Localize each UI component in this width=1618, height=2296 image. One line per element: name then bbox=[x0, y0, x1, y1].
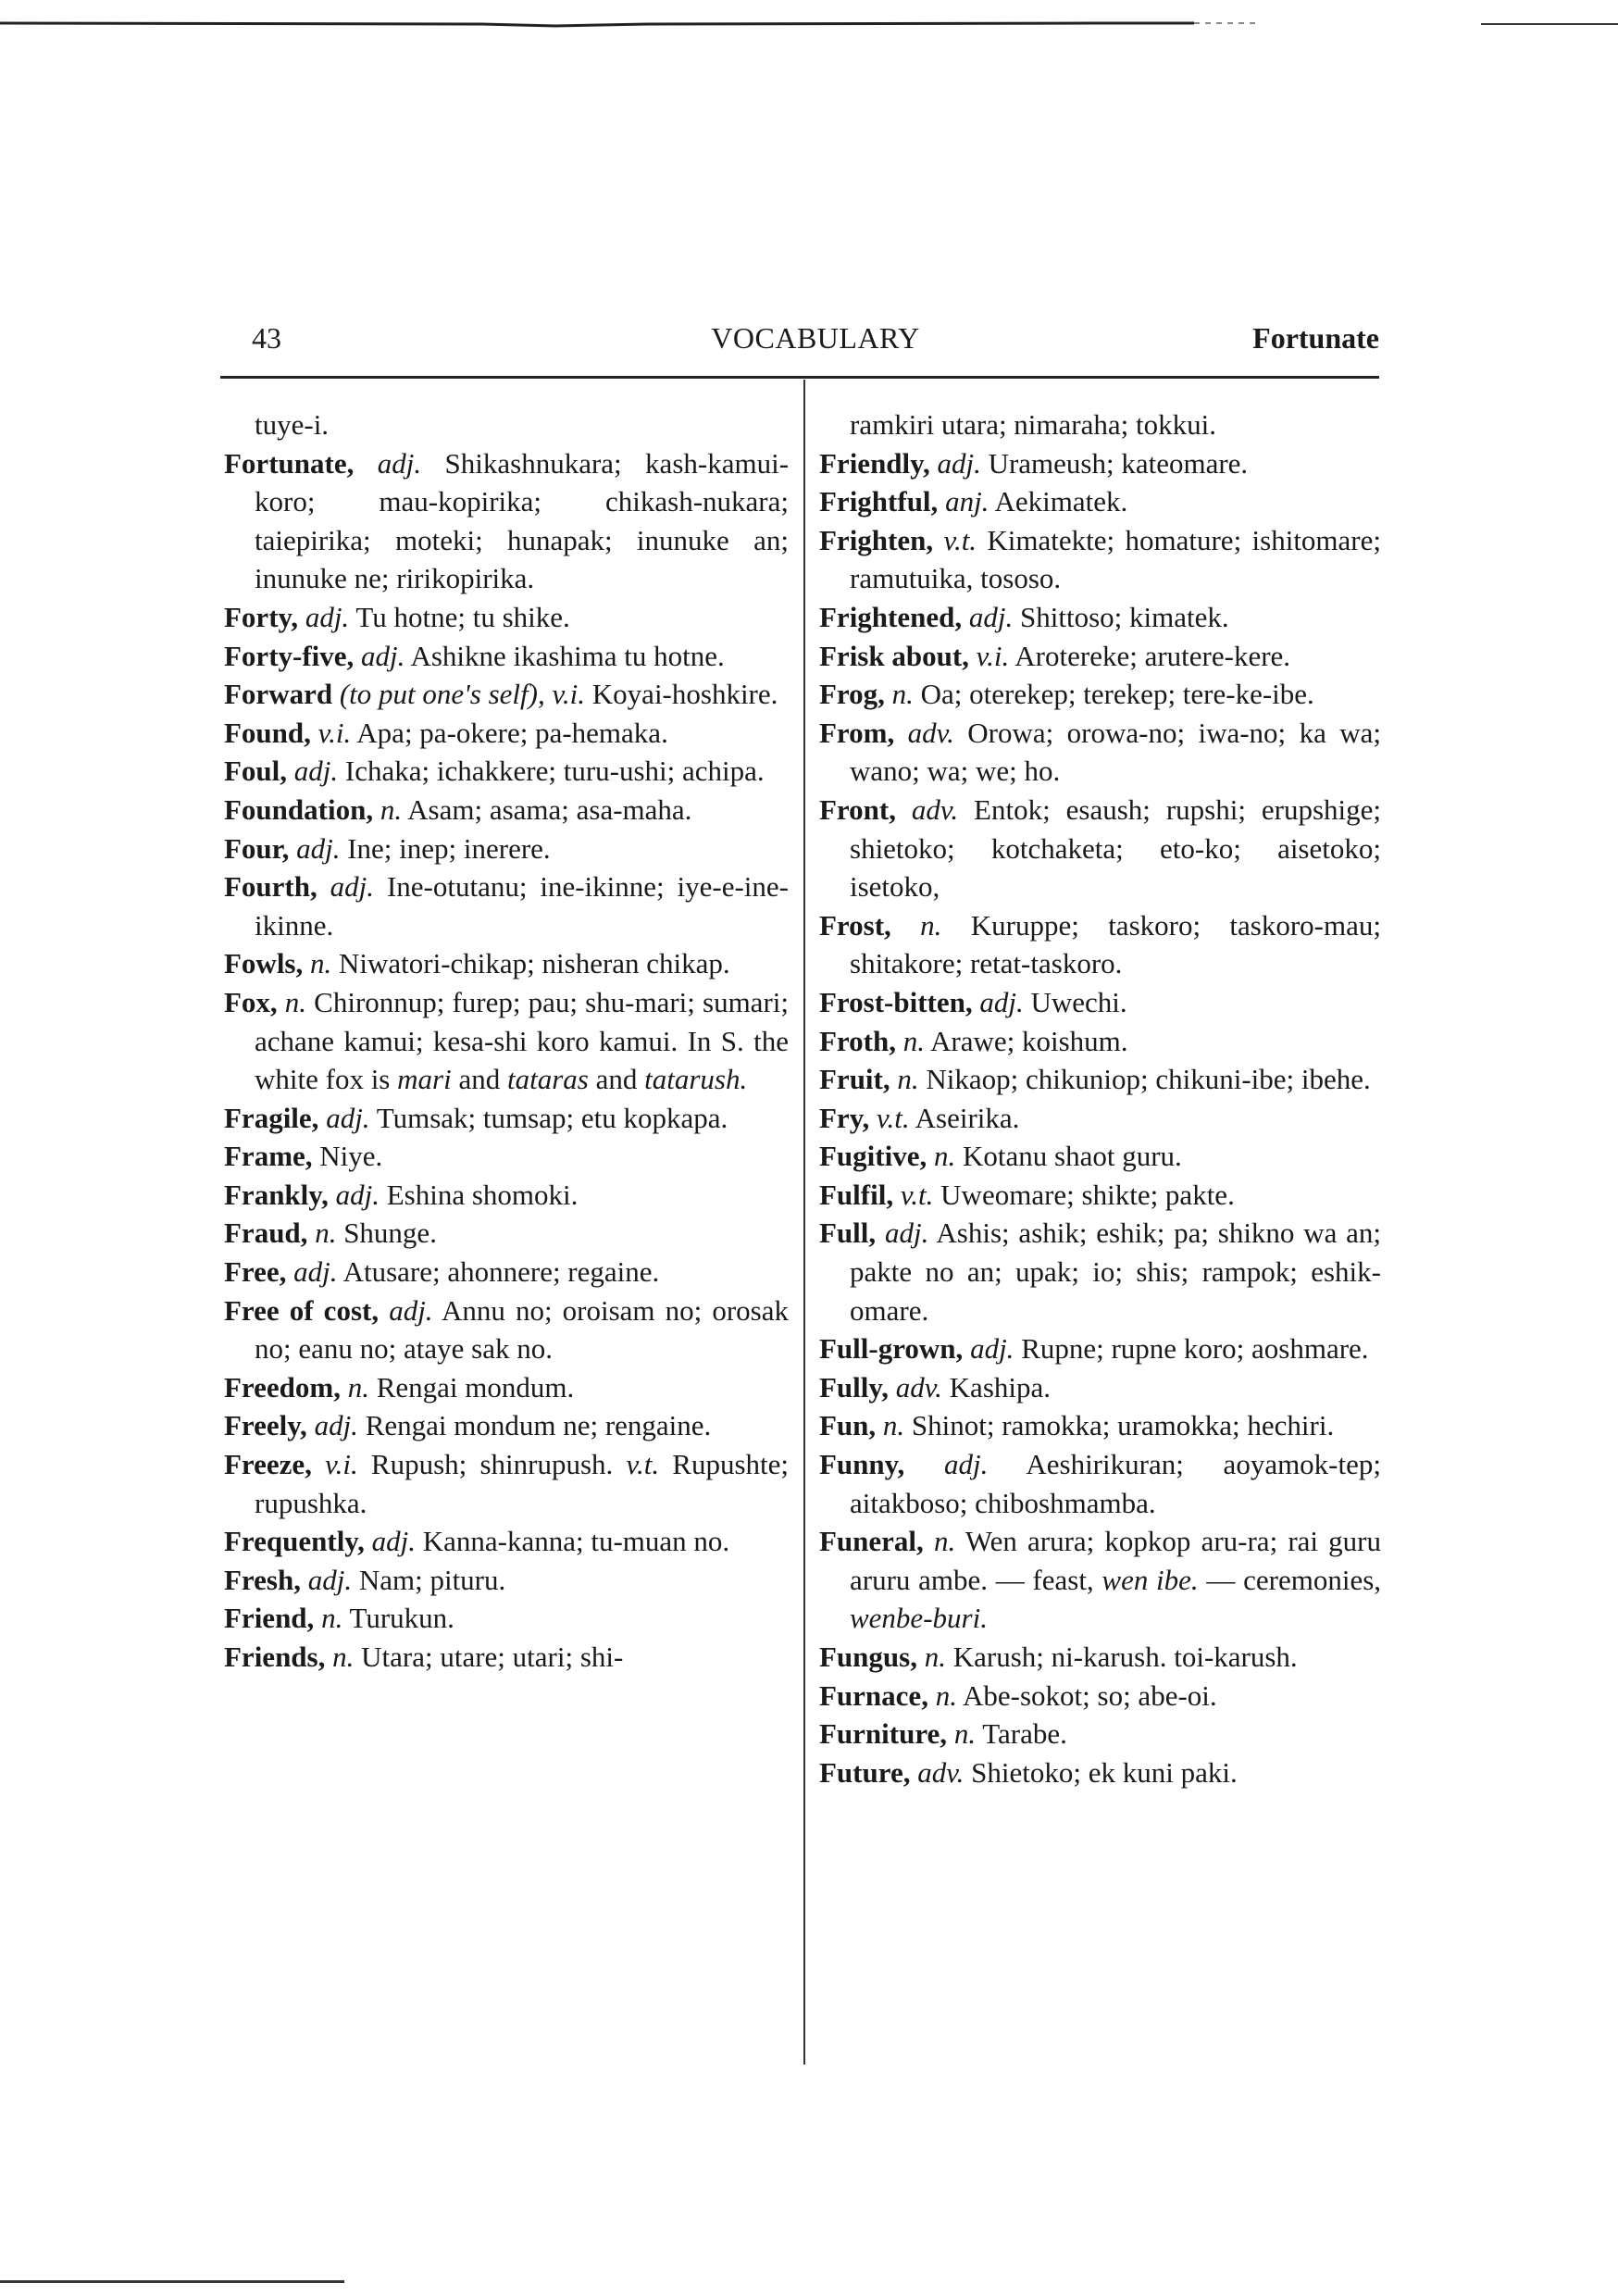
headword: Fulfil, bbox=[819, 1178, 894, 1211]
part-of-speech: adj. bbox=[943, 1448, 989, 1481]
headword: Fruit, bbox=[819, 1063, 890, 1096]
vocab-entry bbox=[224, 1214, 789, 1253]
vocab-entry bbox=[224, 1137, 789, 1176]
definition: Apa; pa-okere; pa-hemaka. bbox=[356, 716, 668, 749]
part-of-speech: v.i. bbox=[325, 1448, 358, 1481]
part-of-speech: adj. bbox=[970, 1332, 1014, 1366]
part-of-speech: v.i. bbox=[552, 678, 586, 711]
part-of-speech: n. bbox=[347, 1370, 369, 1404]
part-of-speech: n. bbox=[284, 985, 307, 1018]
headword: Frankly, bbox=[224, 1178, 329, 1211]
definition: Rupush; shinrupush. bbox=[370, 1448, 614, 1481]
headword: Fry, bbox=[819, 1101, 870, 1134]
part-of-speech: v.i. bbox=[317, 716, 352, 749]
vocab-entry bbox=[819, 637, 1381, 676]
headword: Found, bbox=[224, 716, 311, 749]
definition: Chironnup; furep; pau; shu-mari; sumari; achane kamui; kesa-shi koro kamui. In S. the white fox is bbox=[255, 985, 789, 1096]
vocab-entry bbox=[819, 1022, 1381, 1061]
part-of-speech: n. bbox=[315, 1217, 337, 1250]
column-divider bbox=[803, 380, 805, 2065]
vocab-entry bbox=[224, 1176, 789, 1215]
headword: Freedom, bbox=[224, 1370, 341, 1404]
definition: Nam; pituru. bbox=[358, 1563, 506, 1596]
definition: Turukun. bbox=[349, 1602, 454, 1635]
vocab-entry bbox=[819, 1522, 1381, 1638]
definition: Koyai-hoshkire. bbox=[591, 678, 778, 711]
definition: Oa; oterekep; terekep; tere-ke-ibe. bbox=[920, 678, 1314, 711]
part-of-speech: v.t. bbox=[877, 1101, 910, 1134]
vocab-entry bbox=[819, 791, 1381, 906]
definition: Nikaop; chikuniop; chikuni-ibe; ibehe. bbox=[926, 1063, 1371, 1096]
part-of-speech: n. bbox=[920, 908, 942, 942]
headword: Free of cost, bbox=[224, 1293, 380, 1327]
headword: Furniture, bbox=[819, 1717, 948, 1751]
headword: Freeze, bbox=[224, 1448, 312, 1481]
definition: Karush; ni-karush. toi-karush. bbox=[952, 1641, 1298, 1673]
headword: Fresh, bbox=[224, 1563, 301, 1596]
vocab-entry bbox=[224, 983, 789, 1099]
vocab-entry bbox=[224, 675, 789, 714]
vocab-entry bbox=[224, 791, 789, 830]
definition: Ichaka; ichakkere; turu-ushi; achipa. bbox=[344, 755, 765, 788]
part-of-speech: n. bbox=[310, 947, 332, 980]
part-of-speech: adj. bbox=[968, 600, 1014, 633]
part-of-speech: adv. bbox=[895, 1370, 942, 1404]
vocab-entry bbox=[224, 1561, 789, 1600]
part-of-speech: adj. bbox=[326, 1101, 370, 1134]
definition: Tumsak; tumsap; etu kopkapa. bbox=[376, 1101, 728, 1134]
part-of-speech: n. bbox=[897, 1063, 919, 1096]
definition: Shunge. bbox=[343, 1217, 437, 1250]
italic-term: wen ibe. bbox=[1101, 1563, 1199, 1596]
vocab-entry bbox=[224, 714, 789, 753]
vocab-entry bbox=[819, 444, 1381, 483]
headword: Full-grown, bbox=[819, 1332, 964, 1366]
part-of-speech: v.t. bbox=[626, 1448, 660, 1481]
definition: Rupne; rupne koro; aoshmare. bbox=[1021, 1332, 1369, 1366]
headword: Foul, bbox=[224, 755, 288, 788]
vocab-entry bbox=[819, 1329, 1381, 1368]
vocab-entry bbox=[224, 867, 789, 944]
headword: Friend, bbox=[224, 1602, 315, 1635]
headword: Funny, bbox=[819, 1448, 905, 1481]
definition: Aseirika. bbox=[915, 1101, 1020, 1134]
italic-term: tatarush. bbox=[644, 1063, 748, 1096]
part-of-speech: n. bbox=[933, 1525, 956, 1558]
vocab-entry bbox=[819, 521, 1381, 598]
part-of-speech: adj. bbox=[330, 870, 375, 904]
vocab-entry bbox=[819, 1368, 1381, 1407]
headword: Fun, bbox=[819, 1409, 877, 1442]
definition: Niwatori-chikap; nisheran chikap. bbox=[339, 947, 730, 980]
vocab-entry bbox=[819, 1137, 1381, 1176]
vocab-entry bbox=[224, 1445, 789, 1522]
definition: Aekimatek. bbox=[994, 485, 1128, 518]
headword: Fox, bbox=[224, 985, 278, 1018]
part-of-speech: n. bbox=[924, 1641, 946, 1673]
part-of-speech: adj. bbox=[937, 446, 981, 480]
vocab-entry bbox=[224, 944, 789, 983]
headword: Freely, bbox=[224, 1409, 307, 1442]
page-number: 43 bbox=[252, 321, 281, 355]
part-of-speech: adj. bbox=[314, 1409, 358, 1442]
part-of-speech: adv. bbox=[907, 716, 954, 749]
headword: Four, bbox=[224, 831, 290, 865]
vocab-entry bbox=[819, 675, 1381, 714]
definition: Kanna-kanna; tu-muan no. bbox=[422, 1525, 730, 1558]
vocab-entry bbox=[819, 598, 1381, 637]
part-of-speech: n. bbox=[380, 792, 403, 826]
left-column bbox=[224, 406, 789, 1677]
definition: Atusare; ahonnere; regaine. bbox=[342, 1255, 660, 1289]
headword: Frog, bbox=[819, 678, 885, 711]
vocab-entry bbox=[224, 830, 789, 868]
vocab-entry bbox=[819, 1406, 1381, 1445]
italic-term: wenbe-buri. bbox=[850, 1602, 988, 1635]
scan-edge-line-bottom bbox=[0, 2280, 344, 2283]
definition: Rengai mondum. bbox=[376, 1370, 575, 1404]
vocab-entry bbox=[819, 983, 1381, 1022]
vocab-entry bbox=[224, 444, 789, 598]
vocab-entry bbox=[819, 1214, 1381, 1329]
part-of-speech: adj. bbox=[335, 1178, 380, 1211]
header-rule bbox=[220, 376, 1379, 379]
definition: Kashipa. bbox=[949, 1370, 1052, 1404]
vocab-entry bbox=[819, 714, 1381, 791]
part-of-speech: v.t. bbox=[943, 523, 977, 556]
definition: Shittoso; kimatek. bbox=[1020, 600, 1229, 633]
vocab-entry bbox=[819, 482, 1381, 521]
part-of-speech: n. bbox=[902, 1024, 925, 1057]
italic-term: mari bbox=[397, 1063, 452, 1096]
vocab-entry bbox=[224, 1099, 789, 1138]
vocab-entry bbox=[819, 1677, 1381, 1716]
part-of-speech: adj. bbox=[296, 831, 341, 865]
vocab-entry bbox=[224, 1406, 789, 1445]
headword: Forward bbox=[224, 678, 333, 711]
headword: Friends, bbox=[224, 1641, 326, 1673]
headword: Full, bbox=[819, 1217, 877, 1250]
vocab-entry bbox=[224, 598, 789, 637]
headword: Frightened, bbox=[819, 600, 963, 633]
part-of-speech: n. bbox=[891, 678, 914, 711]
definition: Ine-otutanu; ine-ikinne; iye-e-ine-ikinne. bbox=[255, 870, 790, 942]
headword: Frequently, bbox=[224, 1525, 365, 1558]
headword: Future, bbox=[819, 1755, 911, 1789]
vocab-entry bbox=[819, 906, 1381, 983]
headword: Fully, bbox=[819, 1370, 889, 1404]
definition: Uweomare; shikte; pakte. bbox=[940, 1178, 1235, 1211]
part-of-speech: n. bbox=[953, 1717, 977, 1751]
vocab-entry bbox=[224, 1522, 789, 1561]
part-of-speech: n. bbox=[332, 1641, 355, 1673]
part-of-speech: adj. bbox=[389, 1293, 433, 1327]
headword: Frost, bbox=[819, 908, 891, 942]
definition: Ashikne ikashima tu hotne. bbox=[410, 639, 725, 672]
part-of-speech: n. bbox=[934, 1140, 956, 1173]
definition: Uwechi. bbox=[1030, 985, 1127, 1018]
headword: Friendly, bbox=[819, 446, 930, 480]
connector: and bbox=[595, 1063, 638, 1096]
vocab-entry bbox=[819, 1715, 1381, 1753]
part-of-speech: n. bbox=[321, 1602, 343, 1635]
right-column bbox=[819, 406, 1381, 1791]
headword: Frighten, bbox=[819, 523, 934, 556]
running-title: VOCABULARY bbox=[711, 321, 920, 355]
headword: Forty-five, bbox=[224, 639, 355, 672]
headword: Fugitive, bbox=[819, 1140, 927, 1173]
part-of-speech: v.i. bbox=[976, 639, 1010, 672]
vocab-entry bbox=[819, 1753, 1381, 1792]
part-of-speech: adj. bbox=[371, 1525, 416, 1558]
headword: Fragile, bbox=[224, 1101, 319, 1134]
part-of-speech: adj. bbox=[361, 639, 405, 672]
vocab-entry bbox=[224, 637, 789, 676]
definition: Shikashnukara; kash-kamui-koro; mau-kopirika; chikash-nukara; taiepirika; moteki; hunapak; inunuke an; inunuke ne; ririkopirika. bbox=[255, 446, 790, 595]
part-of-speech: adv. bbox=[911, 792, 959, 826]
part-of-speech: adj. bbox=[293, 755, 339, 788]
vocab-entry bbox=[224, 752, 789, 791]
vocab-entry bbox=[819, 1176, 1381, 1215]
headword: Free, bbox=[224, 1255, 287, 1289]
definition: Kotanu shaot guru. bbox=[963, 1140, 1182, 1173]
headword: Fourth, bbox=[224, 870, 317, 904]
connector: and bbox=[458, 1063, 501, 1096]
definition: Niye. bbox=[319, 1140, 383, 1173]
definition: Arawe; koishum. bbox=[930, 1024, 1128, 1057]
definition: Asam; asama; asa-maha. bbox=[407, 792, 692, 826]
definition: Shietoko; ek kuni paki. bbox=[971, 1755, 1238, 1789]
definition: Arotereke; arutere-kere. bbox=[1014, 639, 1291, 672]
headword: Fungus, bbox=[819, 1641, 917, 1673]
part-of-speech: adj. bbox=[307, 1563, 353, 1596]
headword: Fowls, bbox=[224, 947, 304, 980]
part-of-speech: n. bbox=[882, 1409, 905, 1442]
part-of-speech: adj. bbox=[979, 985, 1024, 1018]
definition: Aeshirikuran; aoyamok-tep; aitakboso; chiboshmamba. bbox=[850, 1448, 1381, 1519]
part-of-speech: v.t. bbox=[900, 1178, 934, 1211]
vocab-entry bbox=[819, 1099, 1381, 1138]
connector: — ceremonies, bbox=[1206, 1563, 1382, 1596]
part-of-speech: adj. bbox=[377, 446, 422, 480]
definition: Wen arura; kopkop aru-ra; rai guru aruru ambe. — feast, bbox=[850, 1525, 1381, 1596]
scan-edge-line-top bbox=[0, 20, 1618, 28]
part-of-speech: adj. bbox=[884, 1217, 929, 1250]
part-of-speech: anj. bbox=[945, 485, 989, 518]
part-of-speech: adv. bbox=[917, 1755, 965, 1789]
vocab-entry bbox=[819, 1638, 1381, 1677]
headword: Fortunate, bbox=[224, 446, 355, 480]
headword: Forty, bbox=[224, 600, 299, 633]
vocab-entry bbox=[819, 1060, 1381, 1099]
definition: Kimatekte; homature; ishitomare; ramutuika, tososo. bbox=[850, 523, 1382, 595]
part-of-speech: n. bbox=[935, 1678, 957, 1712]
definition: Tarabe. bbox=[982, 1717, 1067, 1751]
headword: Furnace, bbox=[819, 1678, 928, 1712]
headword: Funeral, bbox=[819, 1525, 924, 1558]
part-of-speech: adj. bbox=[305, 600, 350, 633]
definition: Rengai mondum ne; rengaine. bbox=[365, 1409, 712, 1442]
definition: Utara; utare; utari; shi- bbox=[361, 1641, 624, 1673]
continuation-text: ramkiri utara; nimaraha; tokkui. bbox=[850, 408, 1216, 441]
usage-note: (to put one's self), bbox=[339, 678, 545, 711]
guide-word: Fortunate bbox=[1252, 321, 1379, 355]
headword: From, bbox=[819, 716, 895, 749]
headword: Foundation, bbox=[224, 792, 374, 826]
headword: Frightful, bbox=[819, 485, 939, 518]
definition: Ashis; ashik; eshik; pa; shikno wa an; pakte no an; upak; io; shis; rampok; eshik-omare. bbox=[850, 1217, 1382, 1327]
definition: Entok; esaush; rupshi; erupshige; shietoko; kotchaketa; eto-ko; aisetoko; isetoko, bbox=[850, 792, 1382, 904]
headword: Frisk about, bbox=[819, 639, 969, 672]
definition: Rupushte; rupushka. bbox=[255, 1448, 790, 1519]
definition: Kuruppe; taskoro; taskoro-mau; shitakore; retat-taskoro. bbox=[850, 908, 1381, 980]
definition: Urameush; kateomare. bbox=[988, 446, 1249, 480]
vocab-entry bbox=[224, 1638, 789, 1677]
definition: Tu hotne; tu shike. bbox=[355, 600, 570, 633]
definition: Shinot; ramokka; uramokka; hechiri. bbox=[911, 1409, 1335, 1442]
vocab-entry bbox=[224, 1368, 789, 1407]
headword: Frost-bitten, bbox=[819, 985, 973, 1018]
definition: Annu no; oroisam no; orosak no; eanu no; ataye sak no. bbox=[255, 1293, 790, 1366]
vocab-entry bbox=[819, 1445, 1381, 1522]
vocab-entry bbox=[224, 1599, 789, 1638]
continuation-text: tuye-i. bbox=[255, 408, 330, 441]
italic-term: tataras bbox=[506, 1063, 589, 1096]
headword: Front, bbox=[819, 792, 896, 826]
vocab-entry bbox=[224, 1253, 789, 1292]
part-of-speech: adj. bbox=[293, 1255, 338, 1289]
vocab-entry bbox=[224, 1292, 789, 1368]
running-header bbox=[252, 315, 1379, 361]
definition: Abe-sokot; so; abe-oi. bbox=[963, 1678, 1217, 1712]
headword: Fraud, bbox=[224, 1217, 308, 1250]
definition: Eshina shomoki. bbox=[386, 1178, 579, 1211]
headword: Frame, bbox=[224, 1140, 313, 1173]
headword: Froth, bbox=[819, 1024, 896, 1057]
definition: Ine; inep; inerere. bbox=[347, 831, 551, 865]
definition: Orowa; orowa-no; iwa-no; ka wa; wano; wa; we; ho. bbox=[850, 716, 1382, 788]
